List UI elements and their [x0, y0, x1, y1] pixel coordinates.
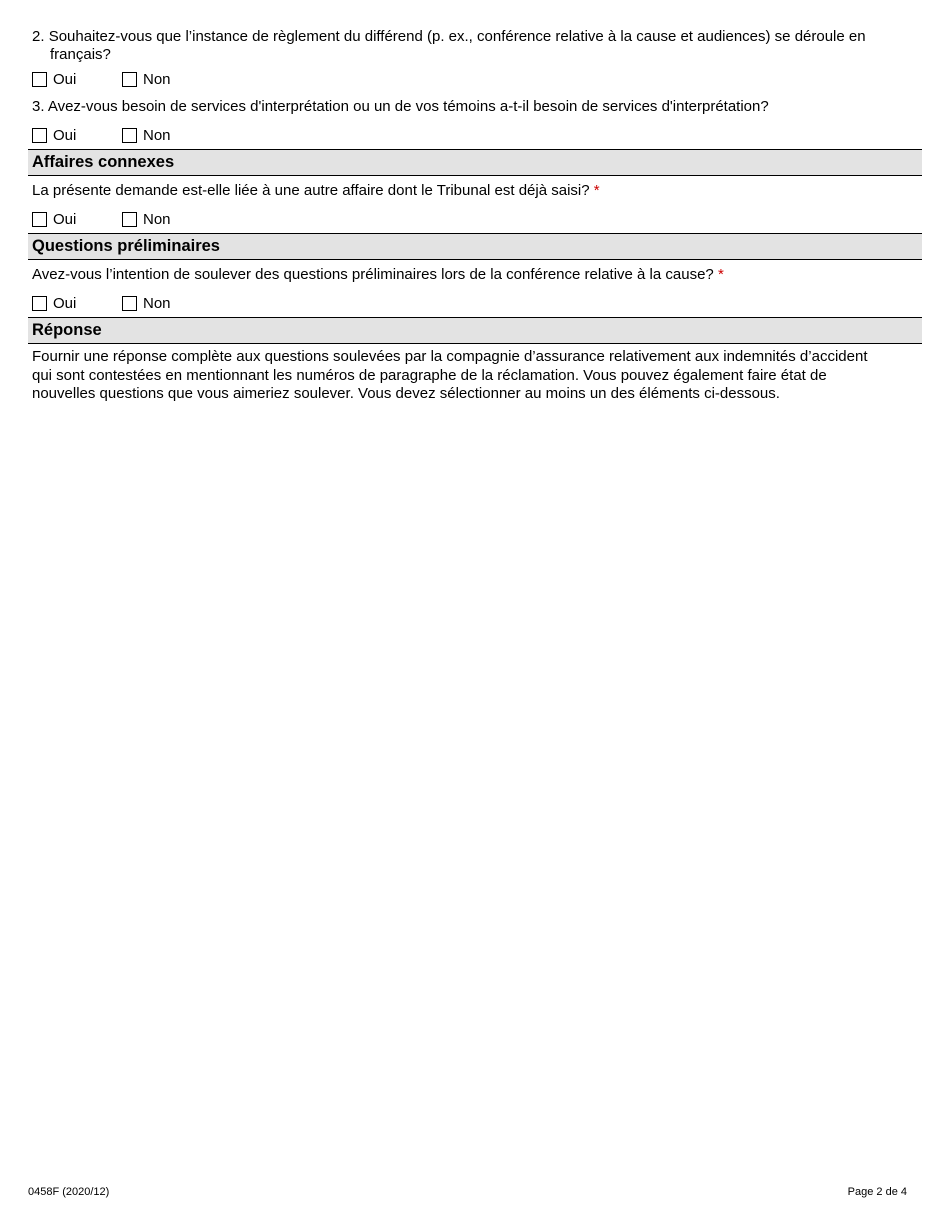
page-number: Page 2 de 4 — [847, 1186, 907, 1198]
checkbox-q2-no[interactable] — [122, 72, 137, 87]
checkbox-q3-yes[interactable] — [32, 128, 47, 143]
checkbox-related-no[interactable] — [122, 212, 137, 227]
question-3-options — [32, 125, 171, 145]
checkbox-preliminary-yes[interactable] — [32, 296, 47, 311]
question-2 — [28, 28, 912, 64]
preliminary-options — [32, 293, 171, 313]
required-marker: * — [593, 182, 600, 199]
checkbox-label: Oui — [53, 70, 77, 88]
preliminary-no-option[interactable] — [122, 295, 171, 312]
related-question — [28, 182, 912, 200]
checkbox-label: Non — [143, 210, 171, 228]
checkbox-label: Non — [143, 70, 171, 88]
related-options — [32, 209, 171, 229]
response-instructions-line: Fournir une réponse complète aux questions soulevées par la compagnie d’assurance relativement aux indemnités d’accident — [32, 348, 868, 365]
checkbox-label: Oui — [53, 210, 77, 228]
form-page — [28, 0, 922, 1230]
section-heading-related: Affaires connexes — [28, 149, 922, 176]
question-2-number: 2. — [32, 28, 45, 45]
checkbox-q2-yes[interactable] — [32, 72, 47, 87]
required-marker: * — [717, 266, 724, 283]
question-2-text-cont: français? — [50, 46, 111, 63]
related-question-text: La présente demande est-elle liée à une autre affaire dont le Tribunal est déjà saisi? — [32, 182, 590, 199]
response-instructions — [28, 348, 912, 404]
checkbox-preliminary-no[interactable] — [122, 296, 137, 311]
related-no-option[interactable] — [122, 211, 171, 228]
checkbox-q3-no[interactable] — [122, 128, 137, 143]
question-3-text: 3. Avez-vous besoin de services d'interprétation ou un de vos témoins a-t-il besoin de services d'interprétation? — [32, 98, 769, 115]
related-yes-option[interactable] — [32, 211, 122, 228]
question-2-options — [32, 69, 171, 89]
question-3-no-option[interactable] — [122, 127, 171, 144]
question-3 — [28, 98, 912, 116]
checkbox-label: Oui — [53, 126, 77, 144]
form-id: 0458F (2020/12) — [28, 1186, 110, 1198]
checkbox-label: Non — [143, 126, 171, 144]
question-3-yes-option[interactable] — [32, 127, 122, 144]
question-2-yes-option[interactable] — [32, 71, 122, 88]
response-instructions-line: qui sont contestées en mentionnant les numéros de paragraphe de la réclamation. Vous pouvez également faire état de — [32, 366, 827, 384]
preliminary-question-text: Avez-vous l’intention de soulever des questions préliminaires lors de la conférence relative à la cause? — [32, 266, 714, 283]
checkbox-label: Non — [143, 294, 171, 312]
section-heading-response: Réponse — [28, 317, 922, 344]
checkbox-related-yes[interactable] — [32, 212, 47, 227]
checkbox-label: Oui — [53, 294, 77, 312]
response-instructions-line: nouvelles questions que vous aimeriez soulever. Vous devez sélectionner au moins un des éléments ci-dessous. — [32, 385, 780, 402]
question-2-text: Souhaitez-vous que l’instance de règlement du différend (p. ex., conférence relative à la cause et audiences) se déroule en — [48, 28, 866, 45]
preliminary-yes-option[interactable] — [32, 295, 122, 312]
section-heading-preliminary: Questions préliminaires — [28, 233, 922, 260]
preliminary-question — [28, 266, 912, 284]
question-2-no-option[interactable] — [122, 71, 171, 88]
